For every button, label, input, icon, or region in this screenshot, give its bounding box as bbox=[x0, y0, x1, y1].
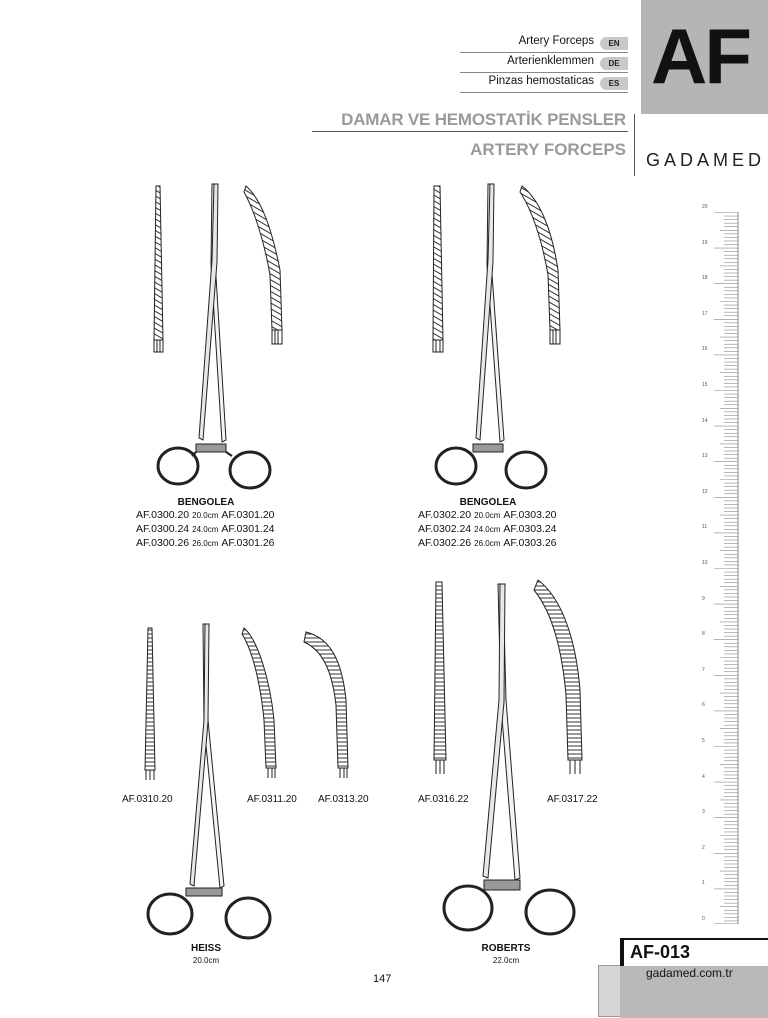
lang-label-es: Pinzas hemostaticas bbox=[488, 75, 594, 87]
code-left: AF.0300.20 bbox=[136, 509, 190, 521]
code-row bbox=[136, 509, 275, 521]
ruler-label: 4 bbox=[702, 773, 705, 780]
ruler-label: 2 bbox=[702, 844, 705, 851]
code-row bbox=[136, 537, 275, 549]
bengolea-1-jaw-straight bbox=[154, 186, 163, 352]
catalog-code: AF-013 bbox=[630, 942, 691, 962]
code-size: 20.0cm bbox=[474, 511, 501, 520]
ruler-label: 1 bbox=[702, 880, 705, 887]
page-title-en: ARTERY FORCEPS bbox=[470, 140, 626, 159]
code-left: AF.0300.24 bbox=[136, 523, 190, 535]
ruler-label: 0 bbox=[702, 916, 705, 922]
heiss-jaw-curved-1 bbox=[242, 628, 276, 778]
code-size: 24.0cm bbox=[192, 525, 219, 534]
ruler-label: 16 bbox=[702, 346, 708, 353]
roberts-jaw-straight bbox=[434, 582, 446, 774]
ruler-label: 6 bbox=[702, 702, 705, 709]
roberts-jaw-curved bbox=[534, 580, 582, 774]
code-right: AF.0301.24 bbox=[221, 523, 275, 535]
code-heiss-3: AF.0313.20 bbox=[318, 794, 369, 805]
ruler-label: 8 bbox=[702, 631, 705, 638]
code-roberts-2: AF.0317.22 bbox=[547, 794, 598, 805]
code-right: AF.0301.26 bbox=[221, 537, 275, 549]
catalog-code-box bbox=[620, 938, 768, 966]
code-left: AF.0302.24 bbox=[418, 523, 472, 535]
code-heiss-1: AF.0310.20 bbox=[122, 794, 173, 805]
code-heiss-2: AF.0311.20 bbox=[247, 794, 297, 805]
ruler-label: 11 bbox=[702, 524, 708, 531]
bengolea-2-forceps bbox=[436, 184, 546, 488]
ruler-label: 5 bbox=[702, 738, 705, 744]
code-left: AF.0300.26 bbox=[136, 537, 190, 549]
code-left: AF.0302.20 bbox=[418, 509, 472, 521]
product-size-roberts: 22.0cm bbox=[492, 956, 520, 965]
bengolea-1-jaw-curved bbox=[244, 186, 282, 344]
heiss-jaw-curved-2 bbox=[304, 632, 348, 778]
bengolea-1-forceps bbox=[158, 184, 270, 488]
product-name-bengolea-1: BENGOLEA bbox=[177, 497, 235, 508]
ruler-ticks bbox=[710, 212, 740, 924]
lang-code-es: ES bbox=[600, 77, 628, 90]
product-name-bengolea-2: BENGOLEA bbox=[459, 497, 517, 508]
section-code: AF bbox=[651, 12, 749, 100]
page-title-tr: DAMAR VE HEMOSTATİK PENSLER bbox=[341, 110, 626, 129]
code-row bbox=[418, 537, 557, 549]
code-right: AF.0303.24 bbox=[503, 523, 557, 535]
ruler-label: 12 bbox=[702, 488, 708, 495]
page-number: 147 bbox=[373, 973, 392, 985]
product-name-heiss: HEISS bbox=[190, 943, 221, 954]
code-size: 24.0cm bbox=[474, 525, 501, 534]
bengolea-2-jaw-straight bbox=[433, 186, 443, 352]
code-right: AF.0303.20 bbox=[503, 509, 557, 521]
ruler-label: 7 bbox=[702, 666, 705, 673]
ruler-label: 10 bbox=[702, 560, 708, 566]
code-right: AF.0303.26 bbox=[503, 537, 557, 549]
heiss-jaw-straight bbox=[145, 628, 155, 780]
lang-label-de: Arterienklemmen bbox=[507, 55, 594, 67]
ruler-label: 14 bbox=[702, 417, 708, 424]
footer-decor bbox=[598, 965, 622, 1017]
measurement-ruler bbox=[702, 204, 740, 924]
ruler-label: 17 bbox=[702, 310, 708, 317]
heiss-forceps bbox=[148, 624, 270, 938]
code-right: AF.0301.20 bbox=[221, 509, 275, 521]
code-row bbox=[418, 523, 557, 535]
ruler-label: 9 bbox=[702, 595, 705, 602]
roberts-forceps bbox=[444, 584, 574, 934]
bengolea-2-jaw-curved bbox=[520, 186, 560, 344]
code-row bbox=[136, 523, 275, 535]
ruler-label: 3 bbox=[702, 809, 705, 816]
lang-code-de: DE bbox=[600, 57, 628, 70]
ruler-label: 15 bbox=[702, 382, 708, 388]
ruler-label: 20 bbox=[702, 204, 708, 210]
product-name-roberts: ROBERTS bbox=[481, 943, 531, 954]
lang-label-en: Artery Forceps bbox=[518, 35, 594, 47]
product-size-heiss: 20.0cm bbox=[192, 956, 220, 965]
code-row bbox=[418, 509, 557, 521]
code-roberts-1: AF.0316.22 bbox=[418, 794, 469, 805]
ruler-label: 18 bbox=[702, 275, 708, 282]
code-left: AF.0302.26 bbox=[418, 537, 472, 549]
website-link[interactable]: gadamed.com.tr bbox=[646, 966, 733, 980]
code-size: 20.0cm bbox=[192, 511, 219, 520]
code-size: 26.0cm bbox=[474, 539, 501, 548]
lang-code-en: EN bbox=[600, 37, 628, 50]
ruler-label: 19 bbox=[702, 239, 708, 246]
ruler-label: 13 bbox=[702, 453, 708, 460]
brand-logo: GADAMED bbox=[646, 150, 766, 170]
code-size: 26.0cm bbox=[192, 539, 219, 548]
